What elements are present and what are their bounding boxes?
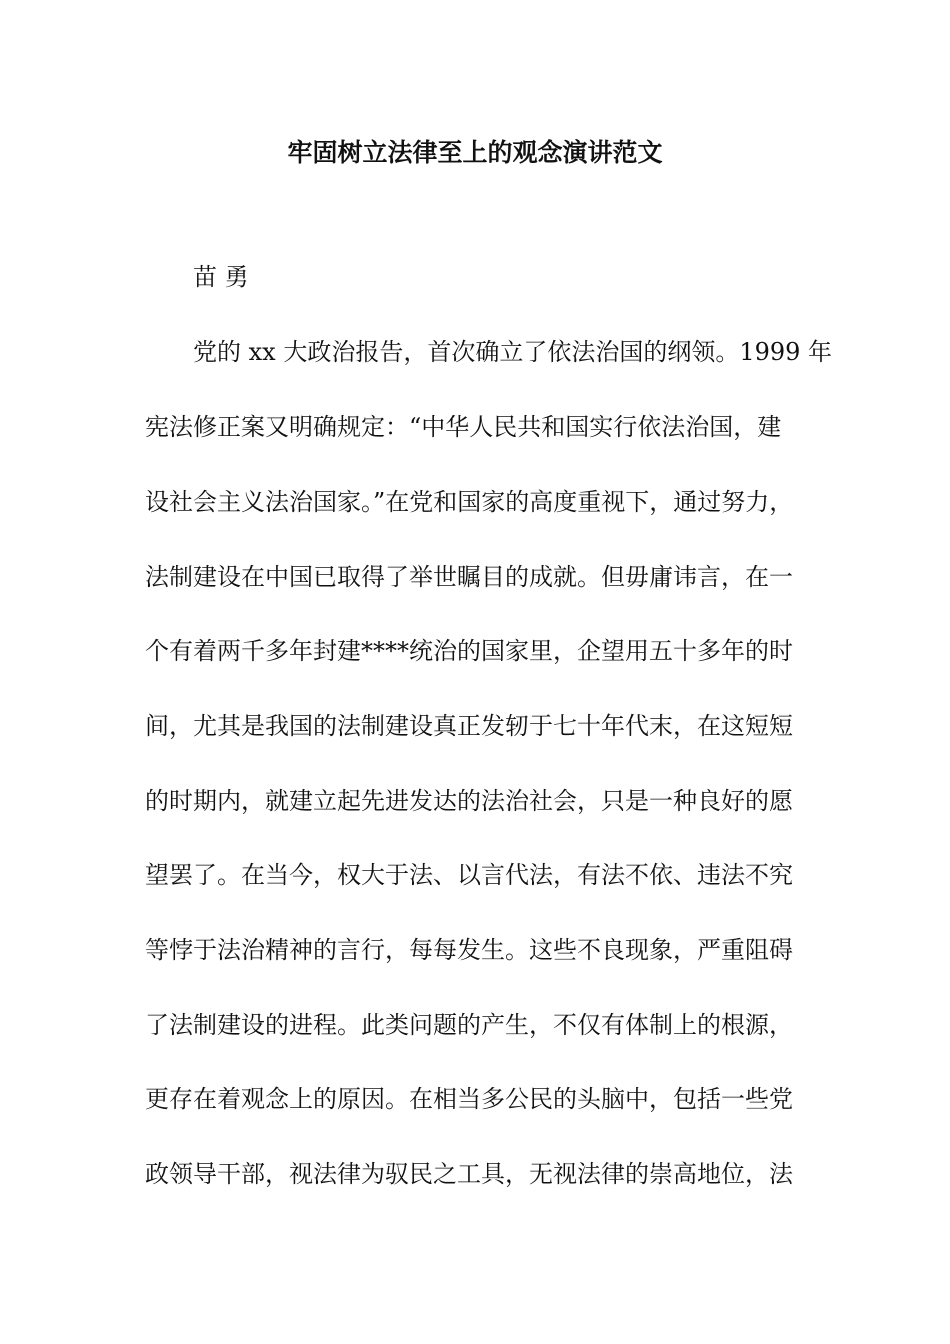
body-line: 政领导干部，视法律为驭民之工具，无视法律的崇高地位，法	[145, 1160, 793, 1188]
body-line: 法制建设在中国已取得了举世瞩目的成就。但毋庸讳言，在一	[145, 563, 793, 591]
body-line: 间，尤其是我国的法制建设真正发轫于七十年代末，在这短短	[145, 712, 793, 740]
author-name: 苗 勇	[193, 263, 249, 291]
document-title: 牢固树立法律至上的观念演讲范文	[287, 138, 663, 167]
body-line: 等悖于法治精神的言行，每每发生。这些不良现象，严重阻碍	[145, 936, 793, 964]
body-line: 了法制建设的进程。此类问题的产生，不仅有体制上的根源，	[145, 1011, 793, 1039]
body-line: 更存在着观念上的原因。在相当多公民的头脑中，包括一些党	[145, 1085, 793, 1113]
body-line: 设社会主义法治国家。”在党和国家的高度重视下，通过努力，	[145, 488, 794, 516]
body-line: 的时期内，就建立起先进发达的法治社会，只是一种良好的愿	[145, 787, 793, 815]
body-line: 个有着两千多年封建****统治的国家里，企望用五十多年的时	[145, 637, 793, 665]
body-line: 望罢了。在当今，权大于法、以言代法，有法不依、违法不究	[145, 861, 793, 889]
body-line: 宪法修正案又明确规定：“中华人民共和国实行依法治国，建	[145, 413, 782, 441]
body-line: 党的 xx 大政治报告，首次确立了依法治国的纲领。1999 年	[193, 338, 833, 366]
